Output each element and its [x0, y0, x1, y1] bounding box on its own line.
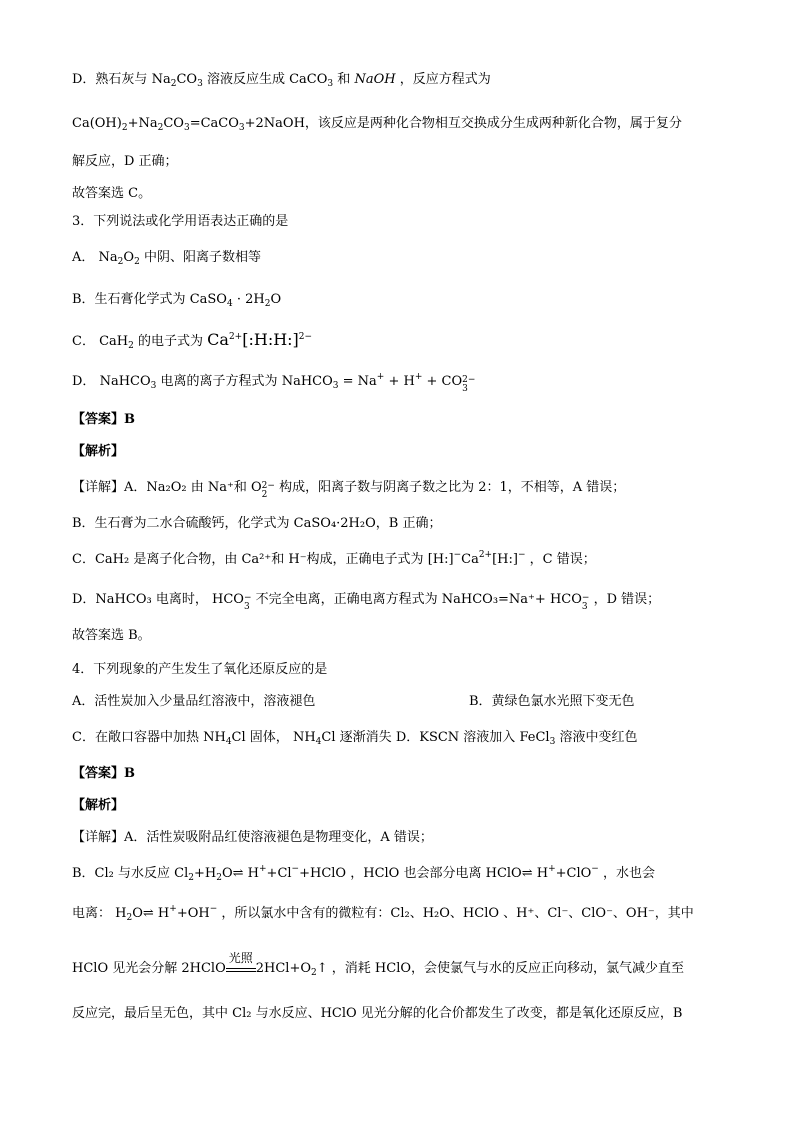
- text: ，反应方程式为: [399, 72, 491, 87]
- text: B．生石膏化学式为: [72, 292, 186, 307]
- text: A．: [72, 250, 95, 265]
- text: D．KSCN 溶液加入: [395, 730, 516, 745]
- detail-3a: [72, 478, 732, 500]
- detail-3b: B．生石膏为二水合硫酸钙，化学式为 CaSO₄·2H₂O，B 正确；: [72, 516, 442, 531]
- option-3a: [72, 248, 732, 268]
- detail-4a: 【详解】A．活性炭吸附品红使溶液褪色是物理变化，A 错误；: [72, 830, 433, 845]
- formula-naoh: NaOH: [354, 72, 396, 87]
- equation-hclo-ionization: HClO⇌ H++ClO−: [485, 864, 599, 881]
- formula-hco3: HCO − 3: [211, 592, 252, 612]
- equation-water-ionization: $H_2O\rightleftharpoons$ H++OH−: [115, 904, 218, 923]
- option-3d: [72, 372, 732, 394]
- text: Ca(OH): [72, 116, 122, 131]
- text: ，HClO 也会部分电离: [350, 866, 482, 881]
- electron-formula-correct: $[H:]^-Ca^{2+}[H:]^-$: [427, 550, 526, 567]
- formula-peroxide-ion: O 2− 2: [251, 480, 275, 500]
- ionization-equation: NaHCO$_3$ = Na+ + H+ + CO 2− 3: [281, 372, 476, 394]
- option-row-4ab: [72, 692, 732, 712]
- electron-formula: $Ca^{2+}[:H:H:]^{2-}$: [207, 330, 313, 349]
- option-4a: A．活性炭加入少量品红溶液中，溶液褪色: [72, 694, 316, 709]
- formula-hco3: HCO − 3: [549, 592, 590, 612]
- text: C．CaH₂ 是离子化合物，由 Ca²⁺和 H⁻构成，正确电子式为: [72, 552, 424, 567]
- formula-nahco3: NaHCO$_3$: [99, 374, 157, 391]
- text: C．在敞口容器中加热: [72, 730, 199, 745]
- condition-label: 光照: [228, 951, 253, 965]
- detail-4e: 反应完，最后呈无色，其中 Cl₂ 与水反应、HClO 见光分解的化合价都发生了改变，都是氧化还原反应，B: [72, 1006, 683, 1021]
- option-4b: B．黄绿色氯水光照下变无色: [469, 694, 635, 709]
- answer-3: 【答案】B: [72, 412, 135, 427]
- text: +2NaOH: [244, 116, 305, 131]
- text: ，D 错误；: [593, 592, 661, 607]
- text: 和: [337, 72, 351, 87]
- option-3b: [72, 290, 732, 310]
- text: 电离的离子方程式为: [160, 374, 278, 389]
- answer-4: 【答案】B: [72, 766, 135, 781]
- text: 构成，阳离子数与阴离子数之比为 2：1，不相等，A 错误；: [279, 480, 626, 495]
- text: ，该反应是两种化合物相互交换成分生成两种新化合物，属于复分: [304, 116, 682, 131]
- analysis-4-heading: 【解析】: [72, 798, 125, 813]
- text: ，所以氯水中含有的微粒有：Cl₂、H₂O、HClO 、H⁺、Cl⁻、ClO⁻、OH⁻，其中: [221, 906, 694, 921]
- text: 【详解】A．Na₂O₂ 由 Na⁺和: [72, 480, 247, 495]
- formula-caco3: CaCO$_3$: [289, 72, 334, 89]
- detail-3e: 故答案选 B。: [72, 628, 151, 643]
- text: C．: [72, 334, 95, 349]
- text: ，C 错误；: [529, 552, 596, 567]
- text-line: $Ca(OH)_2+Na_2CO_3=CaCO_3+2NaOH$，该反应是两种化合物相互交换成分生成两种新化合物，属于复分: [72, 116, 682, 133]
- detail-4c: [72, 904, 732, 924]
- analysis-3-heading: 【解析】: [72, 444, 125, 459]
- text: 电离：: [72, 906, 112, 921]
- text: 不完全电离，正确电离方程式为 NaHCO₃=Na⁺+: [255, 592, 546, 607]
- detail-4b: [72, 864, 732, 884]
- text: 中阴、阳离子数相等: [143, 250, 261, 265]
- text: +Na: [127, 116, 158, 131]
- formula-na2o2: $Na_2O_2$: [98, 250, 140, 267]
- formula-nh4cl: $NH_4Cl$: [292, 730, 336, 747]
- text: B．Cl₂ 与水反应: [72, 866, 171, 881]
- question-4-title: 4．下列现象的产生发生了氧化还原反应的是: [72, 662, 328, 677]
- text: 逐渐消失: [339, 730, 392, 745]
- detail-3d: [72, 590, 732, 612]
- text: ，水也会: [602, 866, 655, 881]
- formula-cah2: CaH$_2$: [99, 334, 134, 351]
- text: HClO 见光会分解: [72, 961, 178, 976]
- equation-cl2-water: $Cl_2+H_2O\rightleftharpoons$ H++Cl−+HClO: [174, 864, 347, 883]
- text-line: 解反应，D 正确；: [72, 154, 178, 169]
- text: 固体，: [249, 730, 289, 745]
- text: D．熟石灰与: [72, 72, 148, 87]
- text: D．NaHCO₃ 电离时，: [72, 592, 208, 607]
- formula-nh4cl: $NH_4Cl$: [203, 730, 246, 747]
- detail-4d: [72, 952, 732, 979]
- option-row-4cd: [72, 728, 732, 748]
- detail-3c: [72, 550, 732, 570]
- formula-fecl3: FeCl$_3$: [519, 730, 556, 747]
- text: D．: [72, 374, 96, 389]
- text: =CaCO: [189, 116, 239, 131]
- option-3c: [72, 330, 732, 352]
- question-3-title: 3．下列说法或化学用语表达正确的是: [72, 214, 289, 229]
- formula-na2co3: $Na_2CO_3$: [151, 72, 203, 89]
- text-line: 故答案选 C。: [72, 186, 152, 201]
- formula-gypsum: CaSO$_4$ · $2H_2O$: [189, 292, 282, 309]
- equation-hclo-decomposition: 2HClO 光照 $2HCl+O_2↑$: [181, 961, 327, 976]
- text: 溶液反应生成: [206, 72, 285, 87]
- text: 的电子式为: [138, 334, 204, 349]
- text: 溶液中变红色: [559, 730, 638, 745]
- text-line: [72, 70, 732, 90]
- text: CO: [163, 116, 184, 131]
- text: ，消耗 HClO，会使氯气与水的反应正向移动，氯气减少直至: [331, 961, 685, 976]
